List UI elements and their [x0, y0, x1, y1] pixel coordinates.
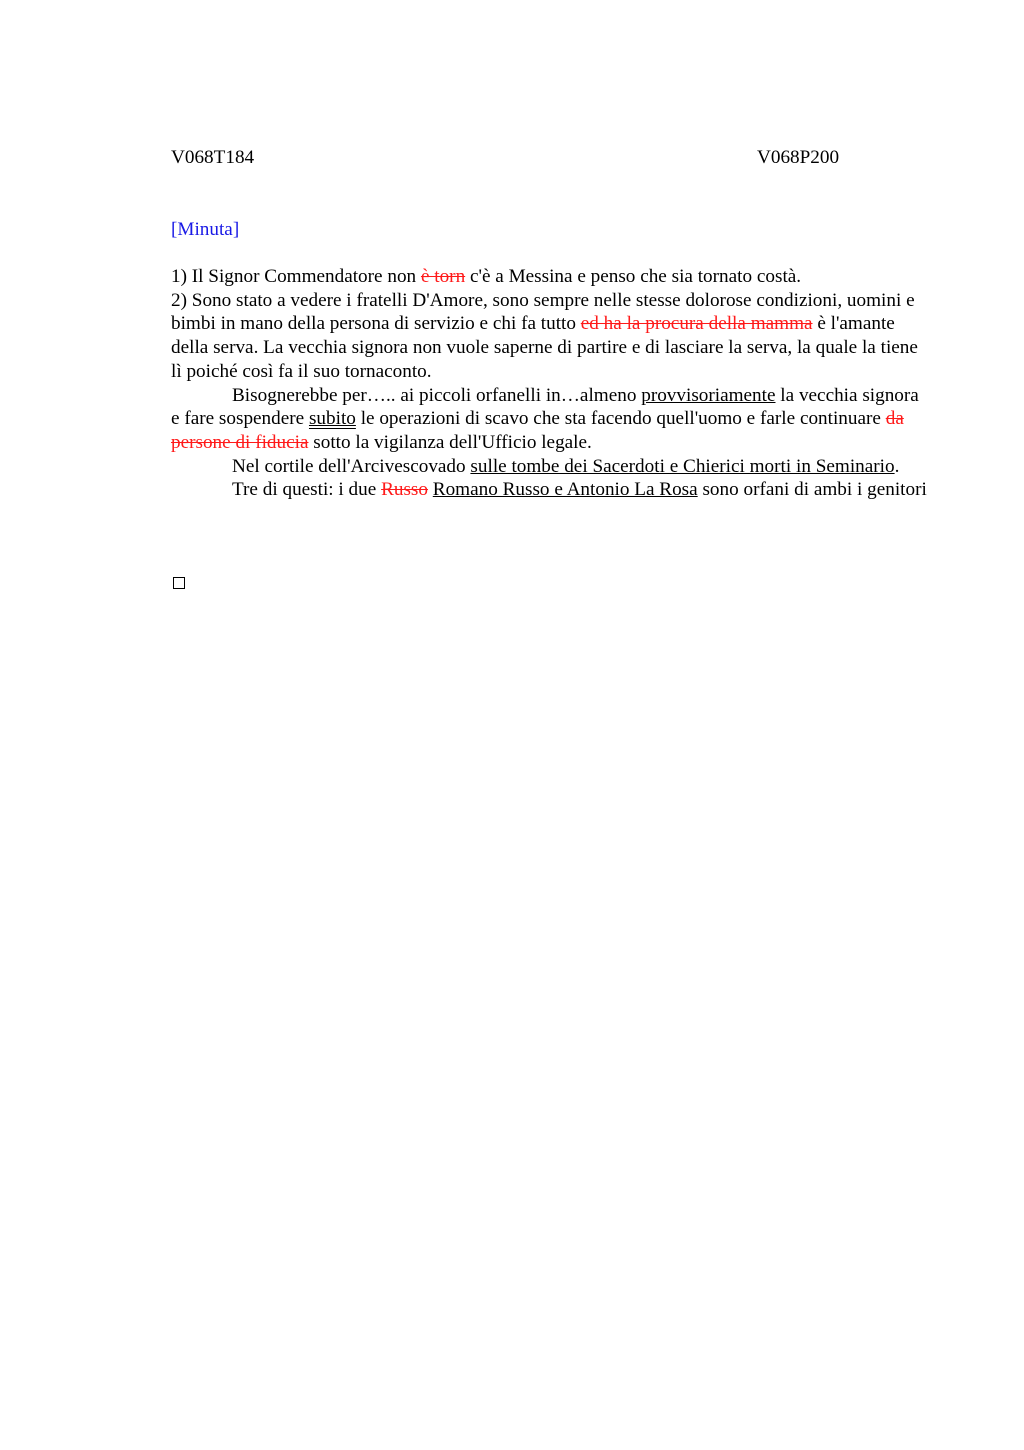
paragraph-1-deletion-1: è torn [420, 266, 466, 287]
paragraph-3 [171, 384, 931, 455]
paragraph-2-text-1: 2) Sono stato a vedere i fratelli D'Amore, sono sempre nelle stesse dolorose condizioni, uomini e bimbi in mano della persona di servizio e chi fa tutto [171, 289, 915, 335]
paragraph-1 [171, 265, 931, 289]
document-header [171, 146, 931, 170]
paragraph-4-text-2: . [894, 455, 900, 477]
checkbox-empty-icon [173, 577, 185, 589]
paragraph-3-underline-2: subito [308, 408, 356, 430]
paragraph-2-deletion-1: ed ha la procura della mamma [580, 313, 813, 335]
document-page [171, 146, 931, 501]
paragraph-3-text-4: sotto la vigilanza dell'Ufficio legale. [308, 431, 592, 453]
minuta-label: [Minuta] [171, 219, 240, 240]
paragraph-5 [171, 478, 931, 502]
document-body [171, 265, 931, 502]
paragraph-5-deletion-1: Russo [381, 479, 428, 501]
paragraph-1-text-2: c'è a Messina e penso che sia tornato costà. [465, 266, 802, 287]
paragraph-3-text-2: la vecchia signora e fare sospendere [171, 384, 919, 430]
paragraph-4 [171, 455, 931, 479]
paragraph-2-text-2: è l'amante della serva. La vecchia signora non vuole saperne di partire e di lasciare la serva, la quale la tiene lì poiché così fa il suo tornaconto. [171, 313, 918, 382]
paragraph-5-text-3: sono orfani di ambi i genitori [697, 479, 927, 501]
document-code-left: V068T184 [171, 147, 255, 168]
paragraph-4-underline-1: sulle tombe dei Sacerdoti e Chierici morti in Seminario [470, 455, 895, 477]
paragraph-2 [171, 289, 931, 384]
paragraph-3-deletion-1: da persone di fiducia [171, 408, 904, 453]
paragraph-5-underline-1: Romano Russo e Antonio La Rosa [432, 479, 698, 501]
paragraph-3-underline-1: provvisoriamente [641, 384, 776, 406]
document-code-right: V068P200 [757, 147, 840, 168]
paragraph-1-text-1: 1) Il Signor Commendatore non [171, 266, 421, 287]
paragraph-5-text-1: Tre di questi: i due [232, 479, 382, 501]
paragraph-3-text-1: Bisognerebbe per….. ai piccoli orfanelli in…almeno [232, 384, 642, 406]
paragraph-3-text-3: le operazioni di scavo che sta facendo quell'uomo e farle continuare [355, 408, 886, 430]
paragraph-4-text-1: Nel cortile dell'Arcivescovado [232, 455, 471, 477]
